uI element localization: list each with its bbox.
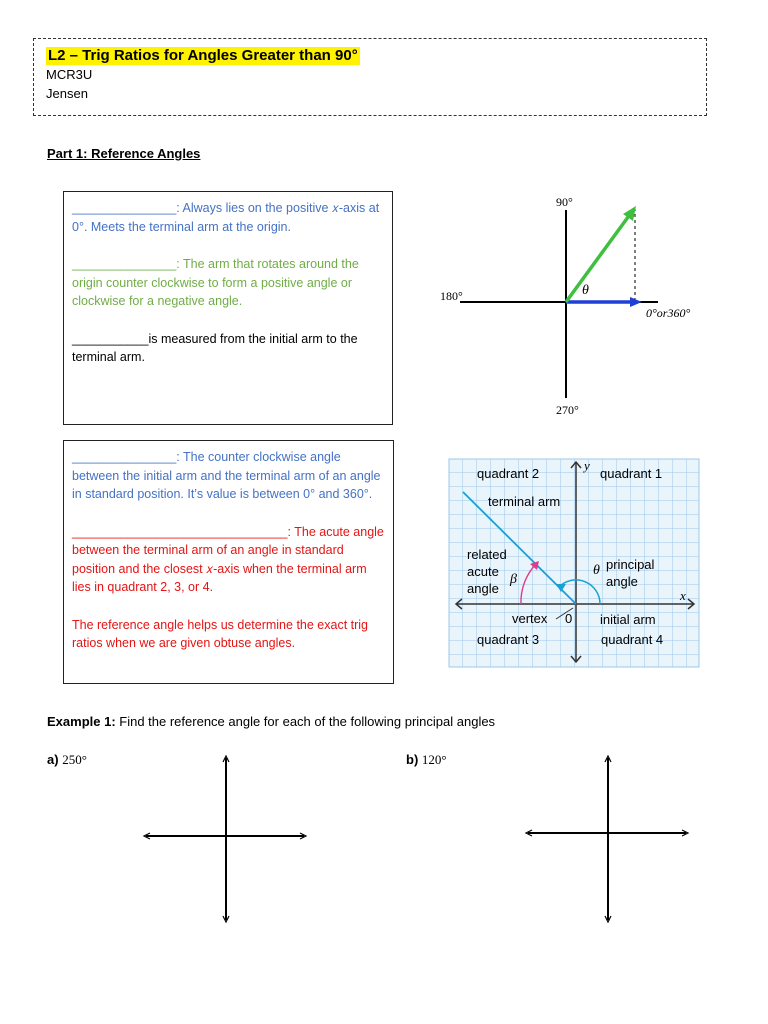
example-a-angle: 250° bbox=[62, 752, 87, 767]
example-b-label: b) bbox=[406, 752, 419, 767]
label-quadrant-3: quadrant 3 bbox=[477, 632, 540, 647]
label-related: related bbox=[467, 547, 507, 562]
terminal-arm-definition: _______________: The arm that rotates around the origin counter clockwise to form a positive angle or clockwise for a negative angle. bbox=[72, 257, 359, 308]
quadrant-grid-diagram bbox=[448, 458, 700, 668]
label-angle: angle bbox=[467, 581, 499, 596]
label-principal-angle: angle bbox=[606, 574, 638, 589]
example-b-axes bbox=[522, 752, 692, 924]
label-0-or-360: 0°or360° bbox=[646, 306, 691, 320]
example-a-axes bbox=[140, 752, 310, 924]
label-90: 90° bbox=[556, 195, 573, 209]
example1-text: Find the reference angle for each of the following principal angles bbox=[115, 714, 496, 729]
teacher-name: Jensen bbox=[46, 86, 88, 101]
label-vertex: vertex bbox=[512, 611, 548, 626]
label-theta: θ bbox=[582, 283, 589, 298]
label-acute: acute bbox=[467, 564, 499, 579]
principal-angle-definition: _______________: The counter clockwise angle between the initial arm and the terminal arm of an angle in standard position. It’s value is between 0° and 360°. bbox=[72, 450, 381, 501]
example-a-label: a) bbox=[47, 752, 59, 767]
example-a bbox=[47, 752, 87, 768]
label-initial-arm: initial arm bbox=[600, 612, 656, 627]
label-beta: β bbox=[510, 572, 517, 587]
example-b-angle: 120° bbox=[421, 752, 447, 767]
reference-angle-note: The reference angle helps us determine the exact trig ratios when we are given obtuse angles. bbox=[72, 617, 369, 650]
label-theta-2: θ bbox=[593, 563, 600, 578]
initial-arm-definition: _______________: Always lies on the positive 𝑥-axis at 0°. Meets the terminal arm at the origin. bbox=[72, 201, 380, 234]
terminal-arm-line bbox=[566, 213, 631, 302]
label-x: x bbox=[680, 588, 686, 603]
label-terminal-arm: terminal arm bbox=[488, 494, 561, 509]
example1-label: Example 1: bbox=[47, 714, 116, 729]
label-y: y bbox=[584, 458, 590, 473]
header-box bbox=[33, 38, 707, 116]
definitions-box-2 bbox=[63, 440, 394, 684]
label-principal: principal bbox=[606, 557, 655, 572]
label-270: 270° bbox=[556, 403, 579, 417]
label-origin: 0 bbox=[565, 611, 573, 626]
label-quadrant-4: quadrant 4 bbox=[601, 632, 664, 647]
label-180: 180° bbox=[440, 289, 463, 303]
example-b bbox=[406, 752, 447, 768]
course-code: MCR3U bbox=[46, 67, 93, 82]
reference-angle-definition: _______________________________: The acute angle between the terminal arm of an angle in standard position and the closest 𝑥-axis when the terminal arm lies in quadrant 2, 3, or 4. bbox=[72, 524, 384, 594]
standard-position-diagram bbox=[430, 190, 720, 430]
document-title: L2 – Trig Ratios for Angles Greater than 90° bbox=[48, 47, 358, 64]
part1-heading: Part 1: Reference Angles bbox=[47, 146, 201, 161]
label-quadrant-2: quadrant 2 bbox=[477, 466, 540, 481]
example1-heading bbox=[47, 714, 495, 729]
definitions-box-1 bbox=[63, 191, 393, 425]
initial-arm-arrowhead bbox=[630, 297, 642, 307]
angle-definition: ___________is measured from the initial arm to the terminal arm. bbox=[72, 331, 358, 364]
label-quadrant-1: quadrant 1 bbox=[600, 466, 663, 481]
